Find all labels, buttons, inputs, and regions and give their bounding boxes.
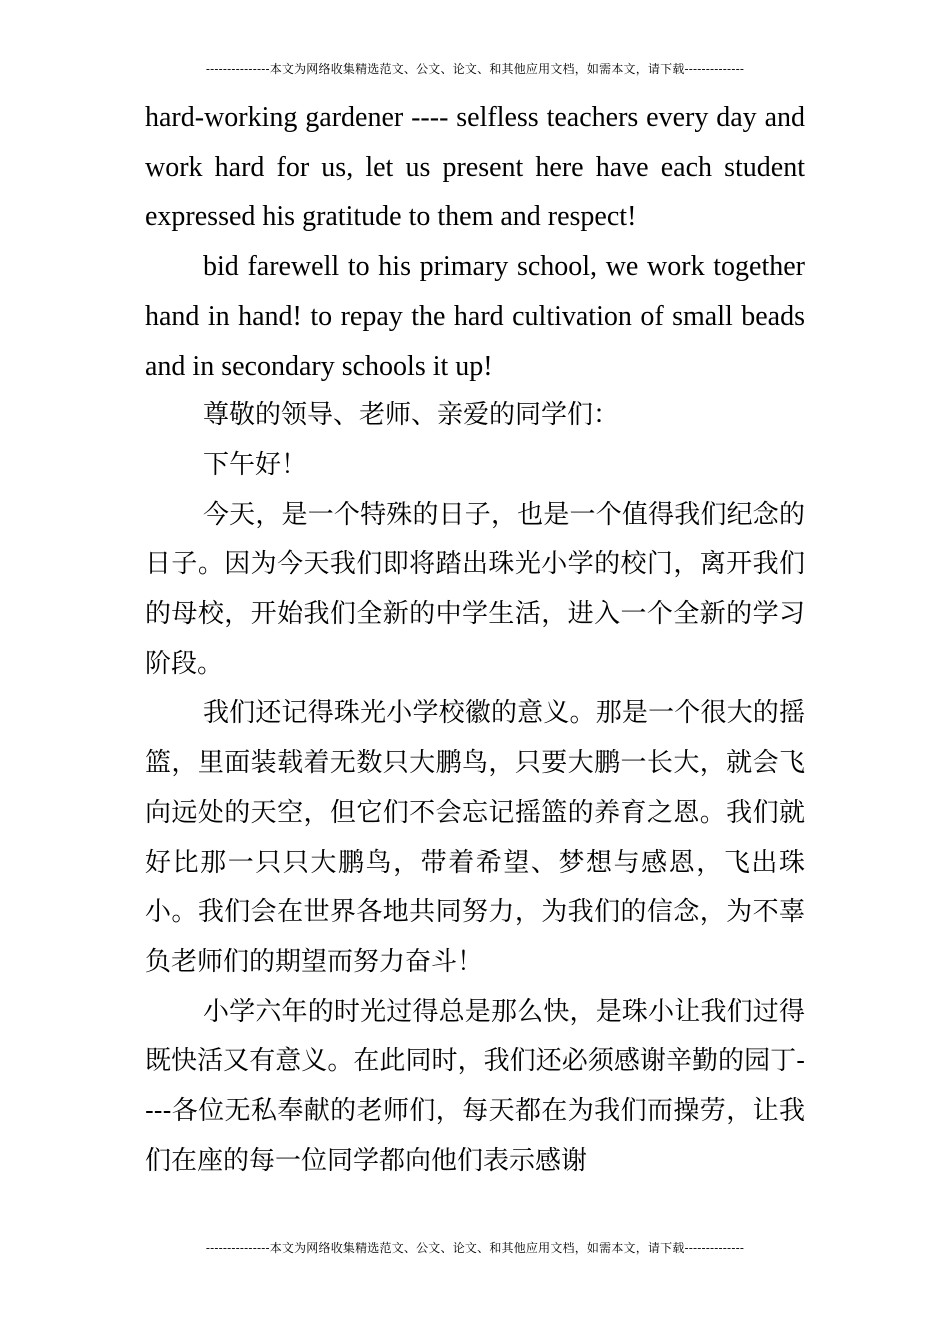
paragraph-5: 小学六年的时光过得总是那么快，是珠小让我们过得既快活又有意义。在此同时，我们还必须感谢辛勤的园丁----各位无私奉献的老师们，每天都在为我们而操劳，让我们在座的每一位同学都向他们表示感谢 <box>145 996 805 1176</box>
paragraph-3: 今天，是一个特殊的日子，也是一个值得我们纪念的日子。因为今天我们即将踏出珠光小学的校门，离开我们的母校，开始我们全新的中学生活，进入一个全新的学习阶段。 <box>145 499 805 679</box>
paragraph-4: 我们还记得珠光小学校徽的意义。那是一个很大的摇篮，里面装载着无数只大鹏鸟，只要大鹏一长大，就会飞向远处的天空，但它们不会忘记摇篮的养育之恩。我们就好比那一只只大鹏鸟，带着希望、梦想与感恩，飞出珠小。我们会在世界各地共同努力，为我们的信念，为不辜负老师们的期望而努力奋斗！ <box>145 698 805 977</box>
page-header: ---------------本文为网络收集精选范文、公文、论文、和其他应用文档，如需本文，请下载-------------- <box>205 62 745 76</box>
paragraph-salutation: 尊敬的领导、老师、亲爱的同学们： <box>203 400 620 431</box>
paragraph-1: hard-working gardener ---- selfless teachers every day and work hard for us, let us present here have each student expressed his gratitude to them and respect! <box>145 102 805 233</box>
page-footer: ---------------本文为网络收集精选范文、公文、论文、和其他应用文档，如需本文，请下载-------------- <box>205 1241 745 1255</box>
paragraph-greeting: 下午好！ <box>203 449 308 480</box>
document-body <box>145 93 805 1186</box>
paragraph-2: bid farewell to his primary school, we work together hand in hand! to repay the hard cultivation of small beads and in secondary schools it up! <box>145 251 805 382</box>
